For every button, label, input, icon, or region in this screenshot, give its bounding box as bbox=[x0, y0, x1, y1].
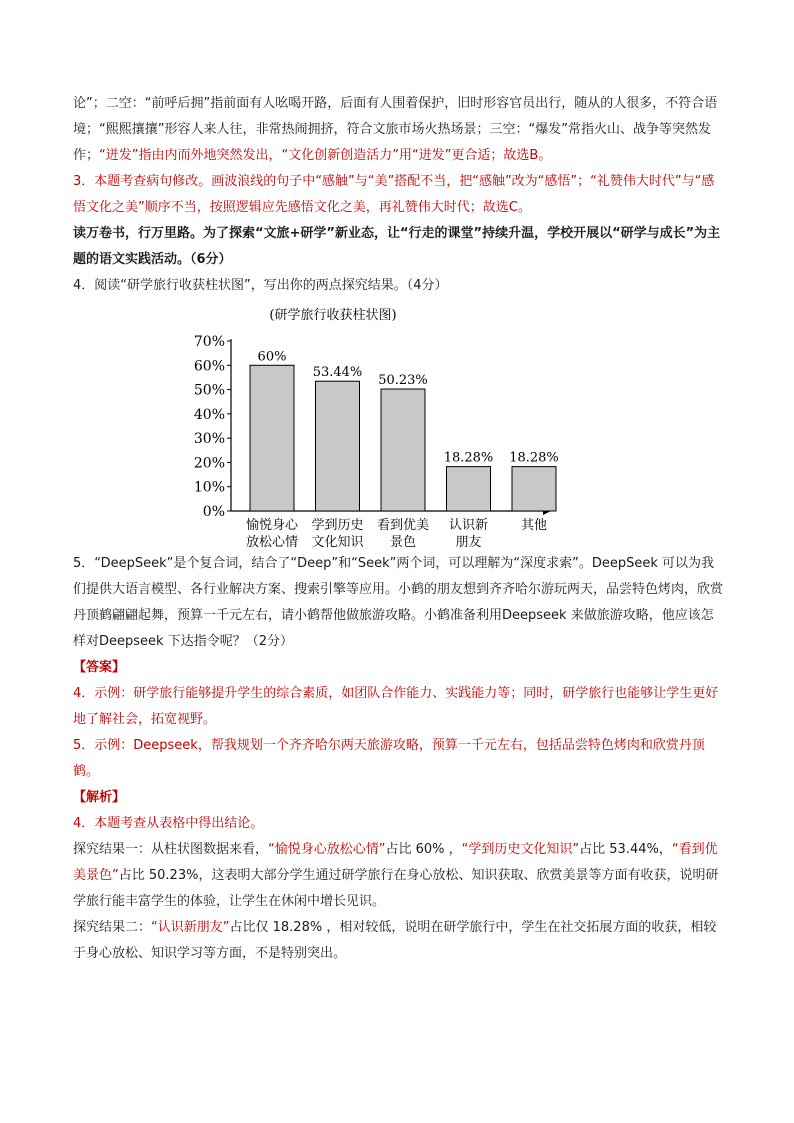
y-tick-label: 0% bbox=[202, 504, 225, 520]
bar bbox=[512, 467, 556, 511]
result-2-item: “认识新朋友” bbox=[151, 920, 230, 935]
bar bbox=[316, 381, 360, 511]
question-5: 5．“DeepSeek”是个复合词，结合了“Deep”和“Seek”两个词，可以理解为“深度求索”。DeepSeek 可以为我们提供大语言模型、各行业解决方案、搜索引擎等应用。小鹤的朋友想到齐齐哈尔游玩两天，品尝特色烤肉，欣赏丹顶鹤翩翩起舞，预算一千元左右，请小鹤帮他做旅游攻略。小鹤准备利用Deepseek 来做旅游攻略，他应该怎样对Deepseek 下达指令呢？（2分） bbox=[73, 556, 724, 649]
q2-analysis-red-text: “迸发”指由内而外地突然发出，“文化创新创造活力”用“迸发”更合适；故选B。 bbox=[99, 148, 552, 163]
analysis-4-result-1 bbox=[73, 837, 723, 915]
result-1-item-c: “看到优美景色” bbox=[73, 842, 718, 883]
result-2-lead: 探究结果二： bbox=[73, 920, 152, 935]
y-tick-label: 70% bbox=[193, 334, 225, 350]
y-tick-label: 50% bbox=[193, 382, 225, 399]
bar-value-label: 60% bbox=[257, 349, 287, 365]
category-label: 愉悦身心 bbox=[245, 518, 299, 533]
category-label: 其他 bbox=[520, 518, 548, 533]
result-1-share-a: 占比 60% ， bbox=[385, 842, 462, 857]
analysis-paragraph-q3: 3．本题考查病句修改。画波浪线的句子中“感触”与“美”搭配不当，把“感触”改为“感悟”；“礼赞伟大时代”与“感悟文化之美”顺序不当，按照逻辑应先感悟文化之美，再礼赞伟大时代；故选C。 bbox=[73, 174, 715, 215]
result-2-conclusion: 占比仅 18.28% ，相对较低，说明在研学旅行中，学生在社交拓展方面的收获，相较于身心放松、知识学习等方面，不是特别突出。 bbox=[73, 920, 717, 961]
category-label: 文化知识 bbox=[311, 535, 364, 549]
result-1-lead: 探究结果一：从柱状图数据来看， bbox=[73, 842, 269, 857]
bar bbox=[381, 389, 425, 511]
section-intro: 读万卷书，行万里路。为了探索“文旅+研学”新业态，让“行走的课堂”持续升温，学校开展以“研学与成长”为主题的语文实践活动。（6分） bbox=[73, 226, 721, 267]
category-label: 认识新 bbox=[448, 518, 489, 533]
bar bbox=[250, 365, 294, 511]
bar-chart-container bbox=[73, 301, 723, 551]
result-1-item-b: “学到历史文化知识” bbox=[461, 842, 580, 857]
y-tick-label: 30% bbox=[193, 431, 225, 448]
category-label: 景色 bbox=[389, 535, 417, 549]
result-1-share-b: 占比 53.44%， bbox=[579, 842, 672, 857]
question-4: 4．阅读“研学旅行收获柱状图”，写出你的两点探究结果。（4分） bbox=[73, 278, 448, 293]
category-label: 看到优美 bbox=[376, 518, 430, 533]
category-label: 学到历史 bbox=[311, 518, 364, 533]
analysis-4-result-2 bbox=[73, 915, 723, 967]
analysis-header: 【解析】 bbox=[73, 790, 126, 805]
analysis-4-intro: 4．本题考查从表格中得出结论。 bbox=[73, 816, 264, 831]
bar-value-label: 50.23% bbox=[378, 373, 428, 389]
y-tick-label: 10% bbox=[193, 479, 225, 496]
analysis-paragraph-q2 bbox=[73, 91, 723, 169]
bar-chart bbox=[183, 301, 603, 549]
category-label: 朋友 bbox=[455, 535, 482, 549]
bar-value-label: 18.28% bbox=[509, 450, 559, 466]
answer-5: 5．示例：Deepseek，帮我规划一个齐齐哈尔两天旅游攻略，预算一千元左右，包括品尝特色烤肉和欣赏丹顶鹤。 bbox=[73, 738, 705, 779]
y-tick-label: 20% bbox=[193, 455, 225, 472]
answer-4: 4．示例：研学旅行能够提升学生的综合素质，如团队合作能力、实践能力等；同时，研学旅行也能够让学生更好地了解社会，拓宽视野。 bbox=[73, 686, 719, 727]
q2-analysis-text: 论”；二空：“前呼后拥”指前面有人吆喝开路，后面有人围着保护，旧时形容官员出行，随从的人很多，不符合语境；“熙熙攘攘”形容人来人往，非常热闹拥挤，符合文旅市场火热场景；三空：“爆发”常指火山、战争等突然发作； bbox=[73, 96, 718, 163]
bar bbox=[447, 467, 491, 511]
category-label: 放松心情 bbox=[245, 535, 299, 549]
y-tick-label: 60% bbox=[193, 358, 225, 375]
bar-value-label: 18.28% bbox=[443, 450, 494, 466]
result-1-item-a: “愉悦身心放松心情” bbox=[268, 842, 386, 857]
answer-header: 【答案】 bbox=[73, 660, 126, 675]
result-1-conclusion: 占比 50.23%，这表明大部分学生通过研学旅行在身心放松、知识获取、欣赏美景等方面有收获，说明研学旅行能丰富学生的体验，让学生在休闲中增长见识。 bbox=[73, 868, 719, 909]
chart-title: (研学旅行收获柱状图) bbox=[269, 308, 397, 323]
bar-value-label: 53.44% bbox=[312, 365, 363, 381]
document-page bbox=[73, 91, 723, 967]
y-tick-label: 40% bbox=[193, 406, 225, 423]
